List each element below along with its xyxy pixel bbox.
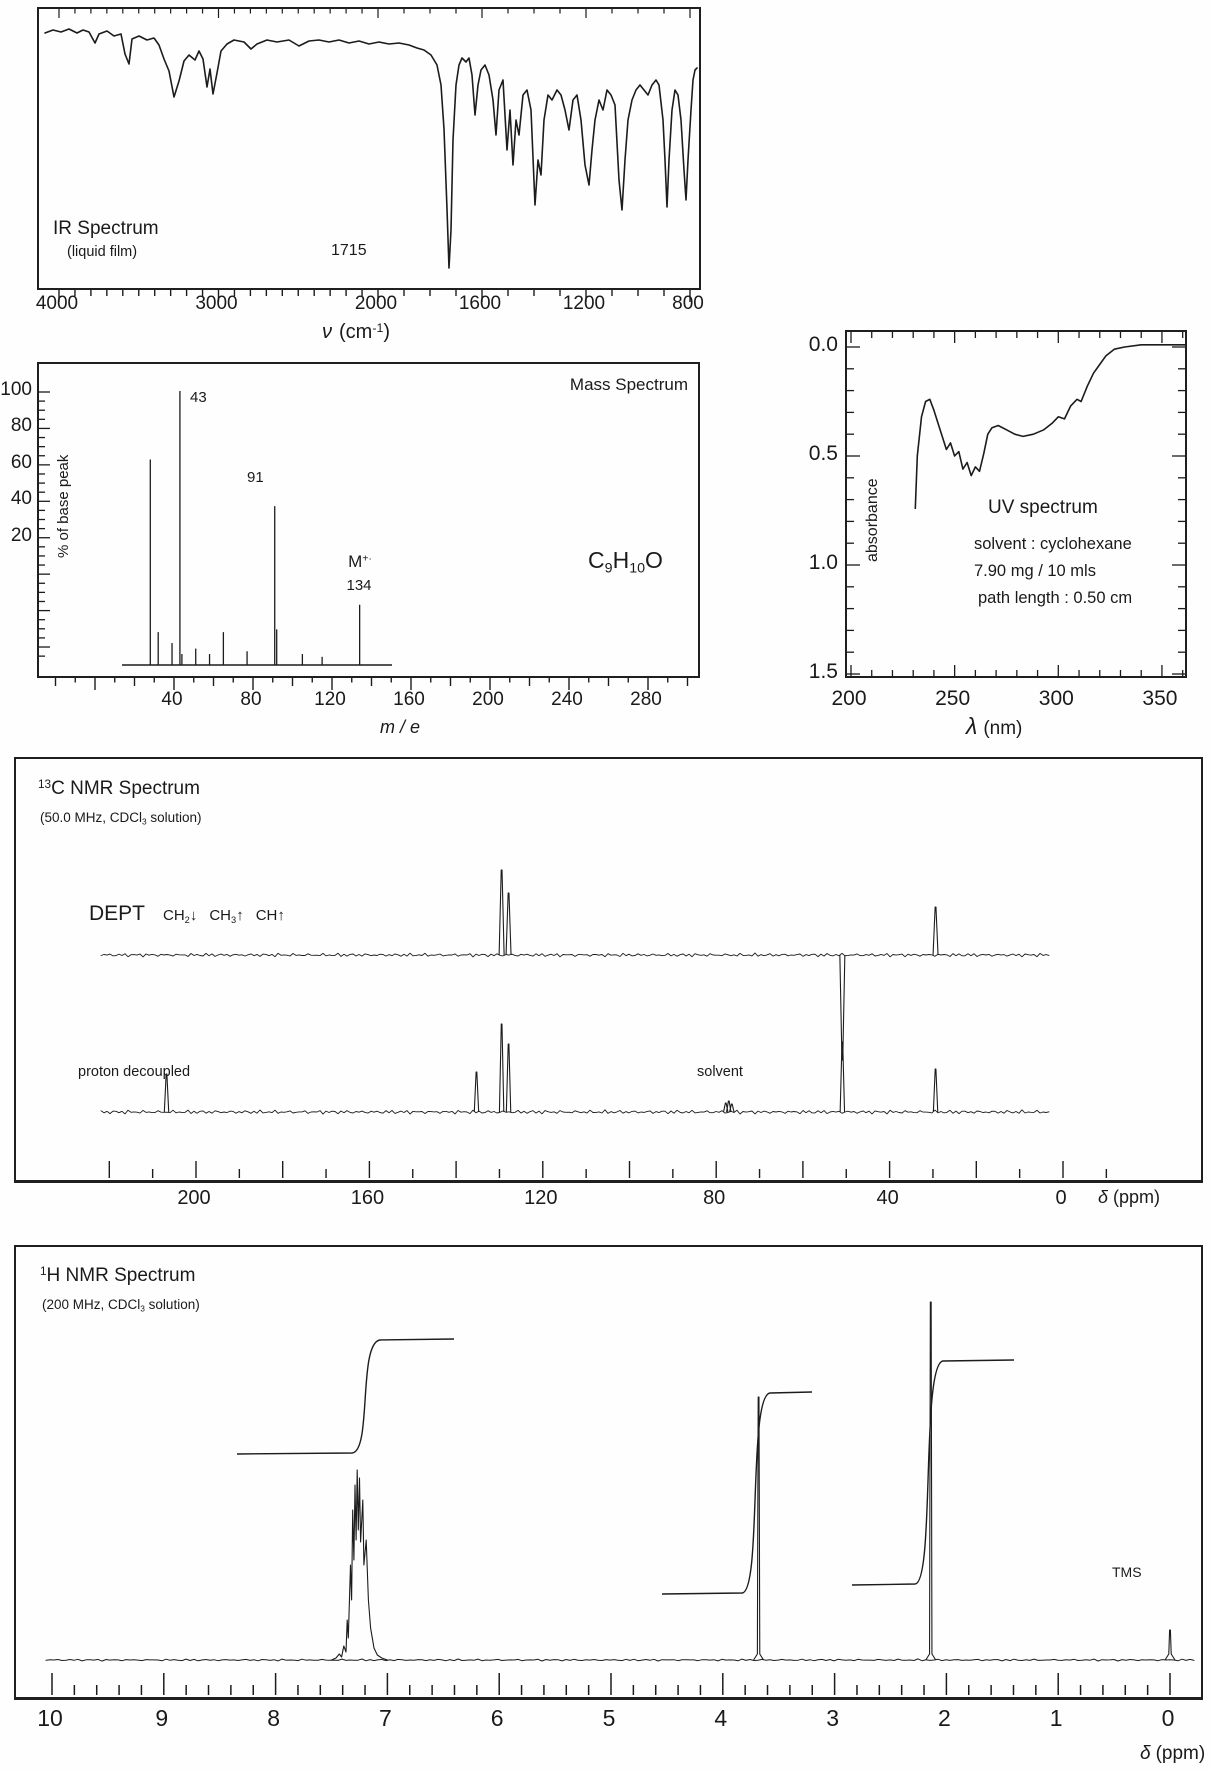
dept-label: DEPT — [89, 902, 146, 925]
c13-x-tick-label: 0 — [1055, 1187, 1067, 1209]
c13-solvent-label: solvent — [697, 1064, 743, 1080]
proton-decoupled-label: proton decoupled — [78, 1064, 191, 1080]
ir-title: IR Spectrum — [53, 218, 159, 239]
h1-x-tick-label: 4 — [714, 1705, 728, 1731]
ms-peak43-label: 43 — [190, 389, 207, 406]
ms-y-tick-label: 100 — [0, 379, 32, 400]
h1-x-tick-label: 5 — [602, 1705, 616, 1731]
ir-trace-plot — [39, 9, 699, 288]
ms-y-tick-label: 40 — [10, 488, 32, 510]
tms-label: TMS — [1112, 1564, 1142, 1580]
uv-y-tick-label: 1.5 — [808, 660, 838, 683]
uv-x-tick-label: 300 — [1038, 687, 1074, 710]
ms-x-tick-label: 160 — [393, 689, 425, 710]
ms-molecular-ion-label: M+· — [348, 552, 372, 571]
ms-x-tick-label: 80 — [240, 689, 262, 710]
ms-peak91-label: 91 — [247, 469, 264, 486]
ms-molecular-mass-label: 134 — [346, 577, 372, 594]
c13-x-tick-label: 80 — [703, 1187, 726, 1209]
ir-subtitle: (liquid film) — [67, 244, 138, 260]
ms-axis-ticks — [37, 678, 700, 692]
uv-x-tick-label: 350 — [1142, 687, 1178, 710]
ir-band-annotation: 1715 — [331, 242, 367, 259]
uv-x-axis-label: λ (nm) — [966, 713, 1023, 739]
ir-x-tick-label: 800 — [672, 293, 704, 314]
mass-spectrum-panel — [37, 362, 700, 678]
c13-axis-title: δ (ppm) — [1098, 1187, 1161, 1207]
ms-y-tick-label: 20 — [10, 524, 32, 546]
ms-x-tick-label: 200 — [472, 689, 504, 710]
ir-x-tick-label: 1200 — [562, 293, 606, 314]
ms-corner-label: Mass Spectrum — [569, 375, 688, 394]
h1-x-tick-label: 7 — [378, 1705, 392, 1731]
h1-x-tick-label: 6 — [490, 1705, 504, 1731]
uv-concentration-note: 7.90 mg / 10 mls — [974, 562, 1096, 580]
ir-x-tick-label: 4000 — [35, 293, 79, 314]
c13-x-tick-label: 160 — [350, 1187, 385, 1209]
ms-stem-plot — [39, 364, 698, 676]
h1-title: $^1$H NMR Spectrum — [40, 1265, 196, 1286]
uv-y-axis-label: absorbance — [864, 478, 881, 562]
c13-x-tick-label: 200 — [177, 1187, 211, 1209]
h1-x-tick-label: 0 — [1161, 1705, 1175, 1731]
ms-y-axis-label: % of base peak — [55, 454, 72, 558]
dept-legend: $CH_2↓$ $CH_3↑$ CH↑ — [163, 907, 285, 925]
nu-symbol: ν — [322, 321, 332, 344]
uv-y-tick-label: 0.5 — [808, 442, 838, 465]
c13-x-tick-label: 120 — [524, 1187, 558, 1209]
uv-title: UV spectrum — [988, 497, 1098, 518]
ir-x-tick-label: 2000 — [354, 293, 398, 314]
molecular-formula: $C_9H_{10}O$ — [588, 547, 663, 577]
ir-axis-title: ν $(cm^{-1})$ — [322, 321, 391, 344]
ir-x-tick-label: 1600 — [458, 293, 502, 314]
ms-x-tick-label: 120 — [314, 689, 346, 710]
h1-axis-title: δ (ppm) — [1140, 1743, 1206, 1764]
uv-solvent-note: solvent : cyclohexane — [974, 535, 1132, 553]
h1-x-tick-label: 2 — [937, 1705, 951, 1731]
uv-pathlength-note: path length : 0.50 cm — [978, 589, 1133, 607]
h1-x-tick-label: 10 — [37, 1705, 63, 1731]
ms-x-tick-label: 40 — [161, 689, 183, 710]
c13-title: $^{13}$C NMR Spectrum — [38, 778, 200, 799]
c13-x-tick-label: 40 — [876, 1187, 899, 1209]
h1-x-tick-label: 8 — [267, 1705, 280, 1731]
h1-x-tick-label: 9 — [155, 1705, 169, 1731]
c13-subtitle: (50.0 MHz, CDCl$_3$ solution) — [40, 810, 202, 827]
h1-x-tick-label: 1 — [1049, 1705, 1063, 1731]
ms-y-tick-label: 60 — [10, 451, 32, 473]
h1-trace-plot — [16, 1247, 1201, 1697]
uv-y-tick-label: 0.0 — [808, 333, 838, 356]
uv-y-tick-label: 1.0 — [808, 551, 838, 574]
ms-x-tick-label: 280 — [630, 689, 662, 710]
ms-y-tick-label: 80 — [10, 415, 32, 437]
h1-x-tick-label: 3 — [826, 1705, 839, 1731]
ms-x-axis-label: m / e — [379, 717, 421, 737]
lambda-symbol: λ — [966, 713, 978, 739]
h1-subtitle: (200 MHz, CDCl$_3$ solution) — [42, 1297, 200, 1314]
uv-x-tick-label: 200 — [831, 687, 867, 710]
uv-x-tick-label: 250 — [935, 687, 971, 710]
ir-x-tick-label: 3000 — [195, 293, 238, 314]
ms-x-tick-label: 240 — [551, 689, 583, 710]
